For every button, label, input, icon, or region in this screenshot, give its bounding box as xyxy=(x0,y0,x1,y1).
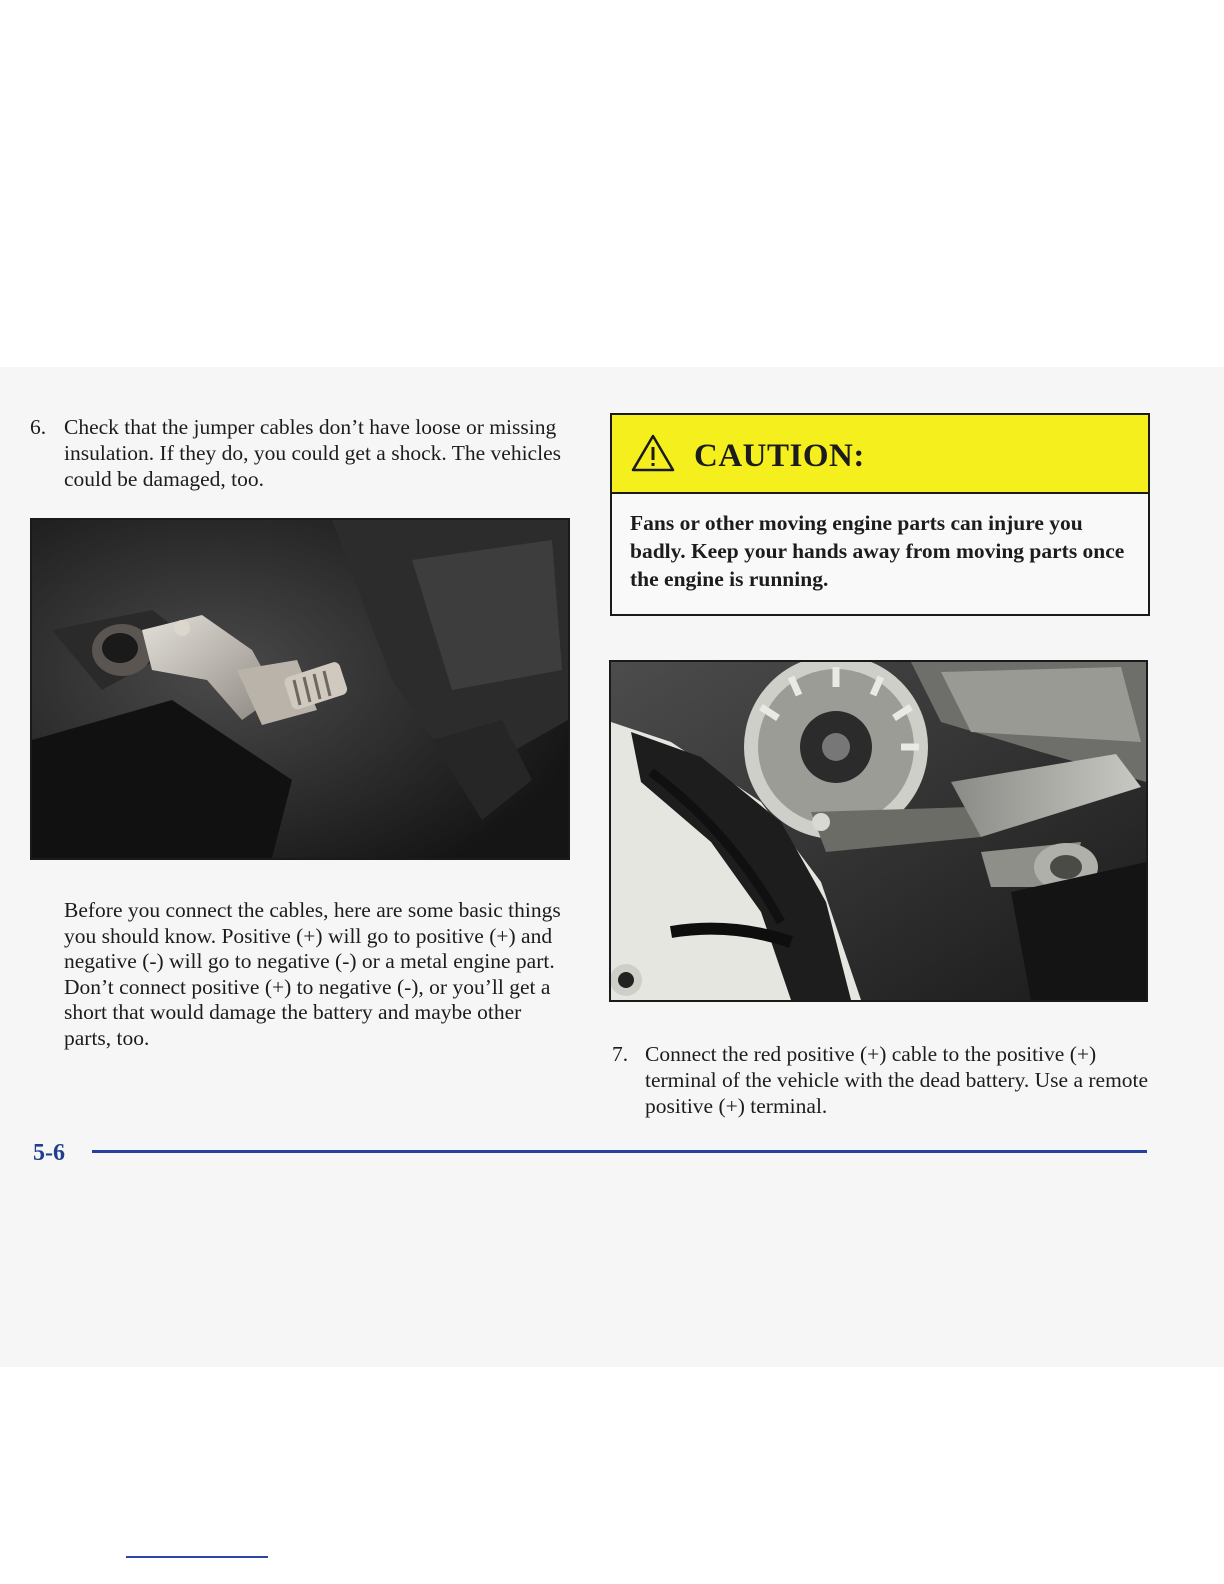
alternator-clamp-photo xyxy=(609,660,1148,1002)
step-6-number: 6. xyxy=(30,415,47,439)
step-7-number: 7. xyxy=(612,1042,629,1066)
step-6-text: Check that the jumper cables don’t have loose or missing insulation. If they do, you could get a shock. The vehicles could be damaged, too. xyxy=(64,415,561,491)
warning-triangle-icon xyxy=(631,433,675,473)
step-7-text: Connect the red positive (+) cable to the positive (+) terminal of the vehicle with the dead battery. Use a remote positive (+) terminal. xyxy=(645,1042,1149,1118)
page-number: 5-6 xyxy=(33,1140,65,1166)
caution-title: CAUTION: xyxy=(694,438,865,474)
cable-basics-paragraph: Before you connect the cables, here are some basic things you should know. Positive (+) will go to positive (+) and negative (-) will go to negative (-) or a metal engine part. Don’t connect positive (+) to negative (-), or you’ll get a short that would damage the battery and maybe other parts, too. xyxy=(64,898,561,1050)
caution-text: Fans or other moving engine parts can injure you badly. Keep your hands away from moving parts once the engine is running. xyxy=(630,511,1125,591)
bottom-rule xyxy=(126,1556,268,1558)
caution-box xyxy=(610,413,1150,616)
caution-header xyxy=(612,415,1148,494)
footer-rule xyxy=(92,1150,1147,1153)
remote-terminal-photo xyxy=(30,518,570,860)
